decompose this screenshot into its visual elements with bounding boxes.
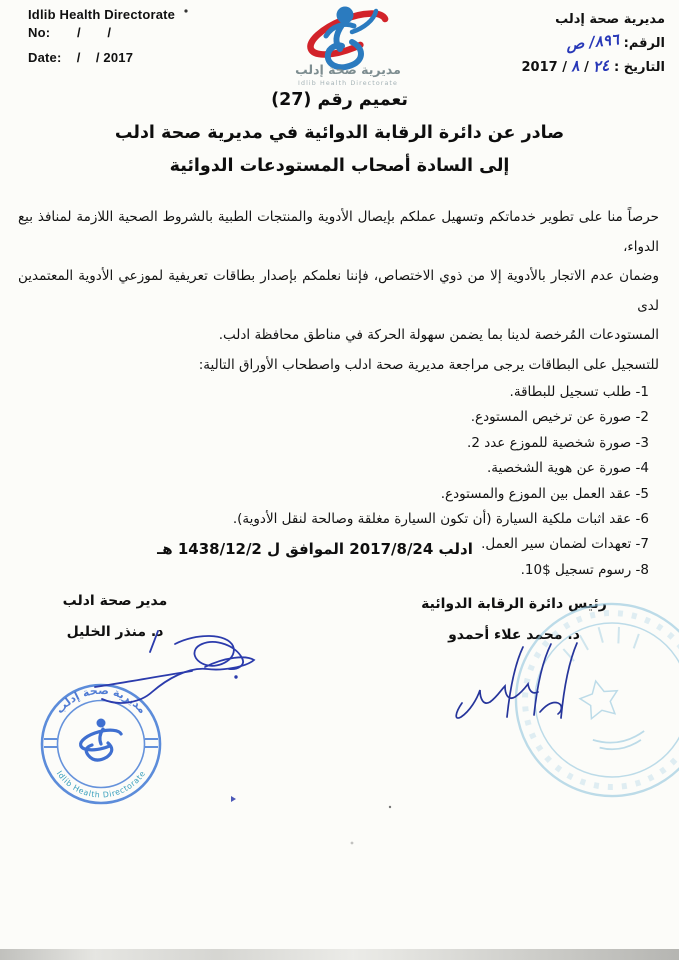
paragraph-line: وضمان عدم الاتجار بالأدوية إلا من ذوي الاختصاص، فإننا نعلمكم بإصدار بطاقات تعريفية لموزعي الأدوية المعتمدين لدى <box>18 268 659 314</box>
org-name-en: Idlib Health Directorate <box>28 7 176 22</box>
directorate-logo <box>288 2 408 94</box>
signature-block-director <box>25 586 205 648</box>
list-item: 1- طلب تسجيل للبطاقة. <box>509 384 649 400</box>
signer-name: د. منذر الخليل <box>66 624 164 640</box>
date-year-printed: / 2017 <box>521 60 567 75</box>
list-intro: للتسجيل على البطاقات يرجى مراجعة مديرية صحة ادلب واصطحاب الأوراق التالية: <box>198 356 659 373</box>
date-day-handwritten: ٢٤ <box>592 56 611 76</box>
stamp-top-arc-text: مديرية صحة إدلب <box>53 683 149 717</box>
list-item: 2- صورة عن ترخيص المستودع. <box>470 409 649 426</box>
signer-title: رئيس دائرة الرقابة الدوائية <box>421 596 607 612</box>
date-label: التاريخ : <box>614 60 665 75</box>
pharma-chief-signature <box>456 643 577 718</box>
issuer-title: صادر عن دائرة الرقابة الدوائية في مديرية صحة ادلب <box>114 123 565 143</box>
logo-caption-en: Idlib Health Directorate <box>298 80 398 87</box>
svg-text:مديرية صحة إدلب <box>53 684 149 716</box>
logo-graphic <box>288 2 408 94</box>
ref-number-line-ar <box>465 31 665 55</box>
svg-text:Idlib Health Directorate <box>55 769 148 799</box>
paragraph-line: المستودعات المُرخصة لدينا بما يضمن سهولة الحركة في مناطق محافظة ادلب. <box>218 327 659 343</box>
signature-block-pharma-chief <box>384 589 644 651</box>
circular-number-title: تعميم رقم (27) <box>271 90 408 110</box>
circular-title-block <box>0 84 679 183</box>
date-line-ar <box>465 55 665 79</box>
date-separator: / <box>584 60 589 75</box>
header-left <box>28 7 175 65</box>
list-item: 7- تعهدات لضمان سير العمل. <box>481 536 649 553</box>
letter-body <box>18 203 659 583</box>
signer-title: مدير صحة ادلب <box>62 593 168 609</box>
stamp-figure <box>79 719 124 761</box>
list-item: 6- عقد اثبات ملكية السيارة (أن تكون السيارة مغلقة وصالحة لنقل الأدوية). <box>232 511 649 528</box>
signer-name: د. محمد علاء أحمدو <box>448 627 580 643</box>
date-line-en: Date: / / 2017 <box>28 50 134 65</box>
stamp-bottom-arc-text: Idlib Health Directorate <box>54 769 148 800</box>
logo-caption-ar: مديرية صحة إدلب <box>295 62 401 77</box>
list-item: 4- صورة عن هوية الشخصية. <box>486 460 649 477</box>
list-item: 3- صورة شخصية للموزع عدد 2. <box>467 434 649 451</box>
org-name-ar: مديرية صحة إدلب <box>555 12 665 27</box>
list-item: 5- عقد العمل بين الموزع والمستودع. <box>440 485 649 502</box>
addressee-title: إلى السادة أصحاب المستودعات الدوائية <box>169 156 510 176</box>
list-item: 8- رسوم تسجيل $10. <box>520 561 649 578</box>
ref-number-line: No: / / <box>28 25 112 40</box>
scan-edge-shadow <box>0 949 679 960</box>
number-label: الرقم: <box>623 36 665 51</box>
directorate-round-stamp <box>42 684 160 803</box>
number-handwritten: ٨٩٦/ ص <box>565 30 620 54</box>
issue-date-line: ادلب 2017/8/24 الموافق ل 1438/12/2 هـ <box>157 540 473 558</box>
date-month-handwritten: ٨ <box>570 56 581 76</box>
paragraph-line: حرصاً منا على تطوير خدماتكم وتسهيل عملكم بإيصال الأدوية والمنتجات الطبية بالشروط الصحية اللازمة لمنافذ بيع الدواء، <box>18 209 659 255</box>
header-right <box>465 8 665 79</box>
